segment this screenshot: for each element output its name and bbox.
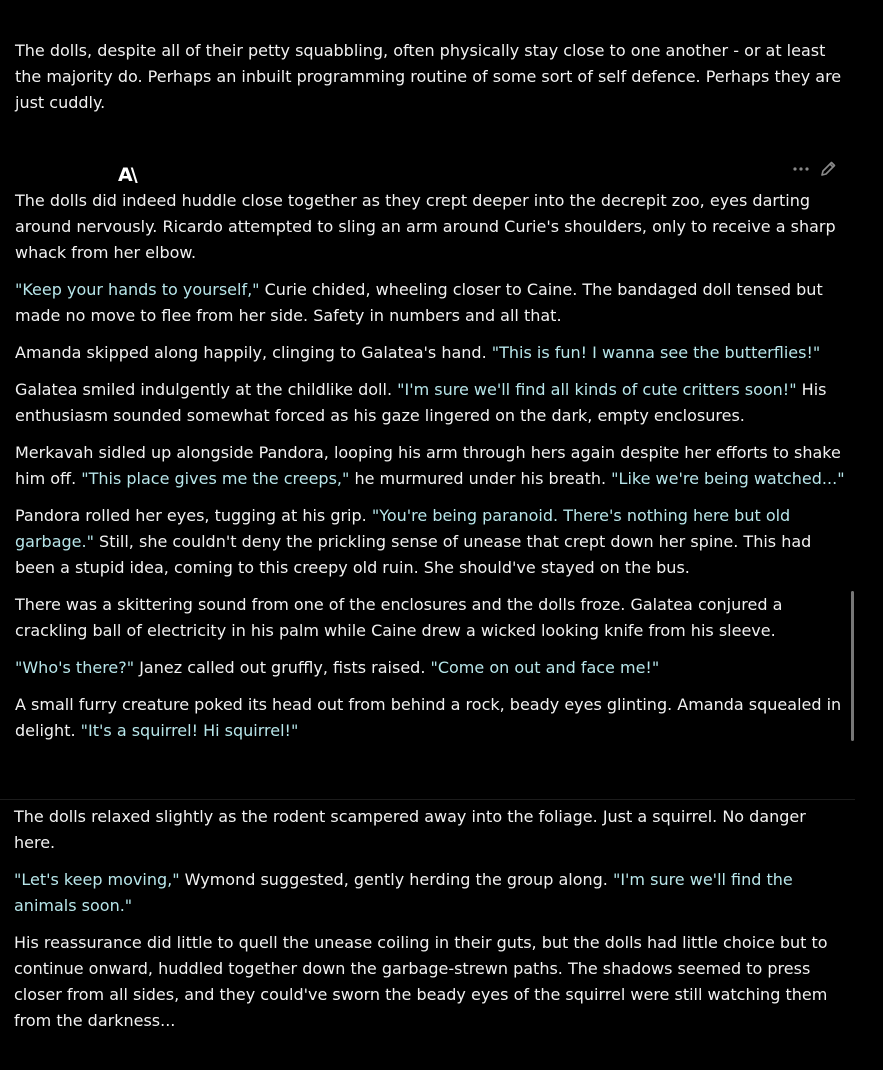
assistant-message [15, 188, 845, 744]
dialogue-text: "This is fun! I wanna see the butterflies!" [491, 343, 821, 362]
dialogue-text: "I'm sure we'll find the animals soon." [14, 870, 793, 915]
dialogue-text: "Like we're being watched..." [611, 469, 845, 488]
paragraph [15, 692, 845, 744]
dialogue-text: "Keep your hands to yourself," [15, 280, 260, 299]
divider [0, 799, 855, 800]
narration-text: Curie chided, wheeling closer to Caine. The bandaged doll tensed but made no move to flee from her side. Safety in numbers and all that. [15, 280, 823, 325]
narration-text: A small furry creature poked its head out from behind a rock, beady eyes glinting. Amanda squealed in delight. [15, 695, 842, 740]
narration-text: There was a skittering sound from one of the enclosures and the dolls froze. Galatea conjured a crackling ball of electricity in his palm while Caine drew a wicked looking knife from his sleeve. [15, 595, 783, 640]
dialogue-text: "Who's there?" [15, 658, 135, 677]
assistant-message-continuation [14, 804, 844, 1045]
paragraph [15, 277, 845, 329]
dialogue-text: "Come on out and face me!" [430, 658, 660, 677]
dialogue-text: "Let's keep moving," [14, 870, 180, 889]
paragraph [15, 377, 845, 429]
message-actions [793, 160, 837, 178]
edit-icon[interactable] [819, 160, 837, 178]
paragraph [15, 655, 845, 681]
narration-text: The dolls relaxed slightly as the rodent scampered away into the foliage. Just a squirrel. No danger here. [14, 807, 806, 852]
paragraph [15, 340, 845, 366]
narration-text: Amanda skipped along happily, clinging to Galatea's hand. [15, 343, 492, 362]
paragraph [15, 188, 845, 266]
narration-text: Merkavah sidled up alongside Pandora, looping his arm through hers again despite her efforts to shake him off. [15, 443, 841, 488]
paragraph [15, 440, 845, 492]
dialogue-text: "It's a squirrel! Hi squirrel!" [80, 721, 299, 740]
chat-thread [15, 38, 845, 755]
paragraph [15, 592, 845, 644]
narration-text: The dolls did indeed huddle close together as they crept deeper into the decrepit zoo, eyes darting around nervously. Ricardo attempted to sling an arm around Curie's shoulders, only to receive a sharp whack from her elbow. [15, 191, 836, 262]
narration-text: Wymond suggested, gently herding the group along. [179, 870, 613, 889]
narration-text: Still, she couldn't deny the prickling sense of unease that crept down her spine. This had been a stupid idea, coming to this creepy old ruin. She should've stayed on the bus. [15, 532, 812, 577]
narration-text: His enthusiasm sounded somewhat forced as his gaze lingered on the dark, empty enclosures. [15, 380, 827, 425]
dialogue-text: "This place gives me the creeps," [81, 469, 350, 488]
paragraph [14, 930, 844, 1034]
user-message-text: The dolls, despite all of their petty squabbling, often physically stay close to one another - or at least the majority do. Perhaps an inbuilt programming routine of some sort of self defence. Perhaps they are just cuddly. [15, 41, 842, 112]
more-icon[interactable] [793, 166, 809, 172]
paragraph [15, 503, 845, 581]
narration-text: he murmured under his breath. [349, 469, 612, 488]
dialogue-text: "I'm sure we'll find all kinds of cute critters soon!" [397, 380, 797, 399]
user-message [15, 38, 845, 116]
narration-text: His reassurance did little to quell the unease coiling in their guts, but the dolls had little choice but to continue onward, huddled together down the garbage-strewn paths. The shadows seemed to press closer from all sides, and they could've sworn the beady eyes of the squirrel were still watching them from the darkness... [14, 933, 828, 1030]
scrollbar-thumb[interactable] [851, 591, 854, 741]
narration-text: Pandora rolled her eyes, tugging at his grip. [15, 506, 372, 525]
assistant-header [15, 158, 845, 188]
paragraph [14, 867, 844, 919]
anthropic-logo: A\ [118, 164, 136, 186]
narration-text: Galatea smiled indulgently at the childlike doll. [15, 380, 398, 399]
dialogue-text: "You're being paranoid. There's nothing here but old garbage." [15, 506, 791, 551]
narration-text: Janez called out gruffly, fists raised. [134, 658, 431, 677]
paragraph [14, 804, 844, 856]
